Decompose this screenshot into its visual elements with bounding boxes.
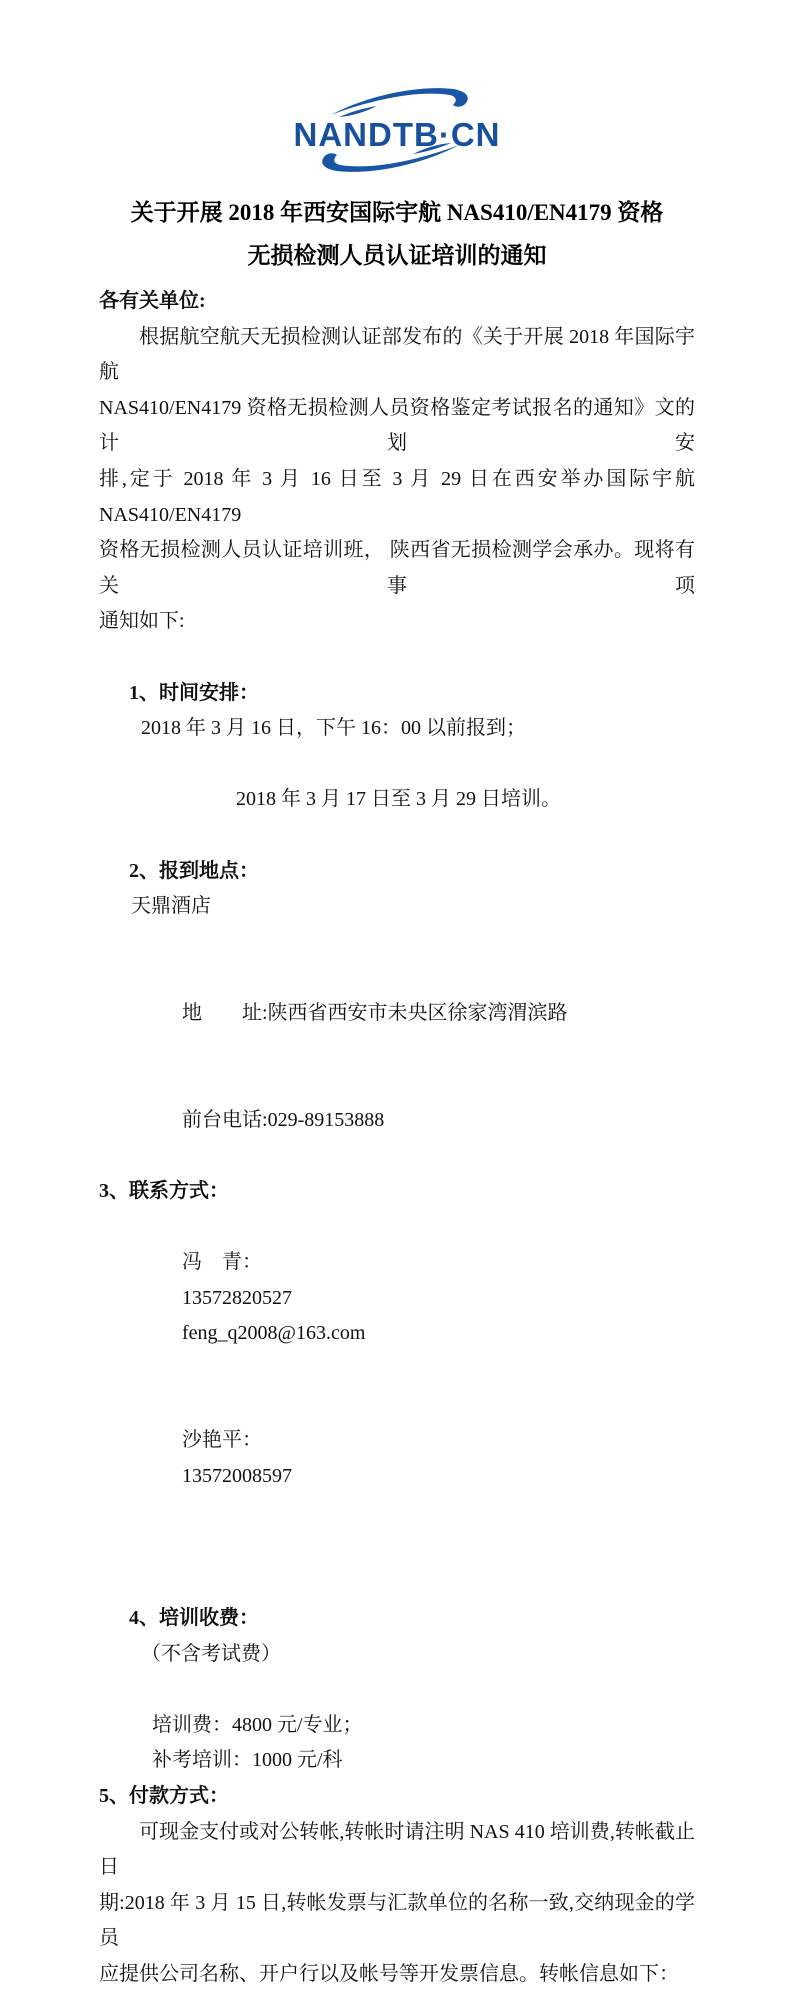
item1-label: 1、时间安排： [129, 681, 259, 704]
item1-text2: 2018 年 3 月 17 日至 3 月 29 日培训。 [236, 788, 561, 811]
item5-line: 期:2018 年 3 月 15 日,转帐发票与汇款单位的名称一致,交纳现金的学员 [99, 1891, 695, 1950]
item4-fee2: 补考培训：1000 元/科 [152, 1749, 343, 1772]
contact-name: 冯 青： [182, 1251, 262, 1274]
document-body [99, 284, 700, 1993]
item4-row [99, 1565, 695, 1707]
item3-label: 3、联系方式： [99, 1179, 229, 1202]
item1-text1: 2018 年 3 月 16 日，下午 16：00 以前报到； [141, 717, 526, 740]
intro-line: 根据航空航天无损检测认证部发布的《关于开展 2018 年国际宇航 [99, 325, 695, 384]
logo-swoosh-top-icon [331, 88, 468, 115]
page-title-line1: 关于开展 2018 年西安国际宇航 NAS410/EN4179 资格 [130, 200, 664, 225]
address-label: 地 址: [182, 1001, 268, 1024]
item2-row [99, 818, 695, 960]
item1-row [99, 640, 695, 782]
contact-row [99, 1209, 695, 1387]
page-title-line2: 无损检测人员认证培训的通知 [247, 243, 547, 268]
intro-line: NAS410/EN4179 资格无损检测人员资格鉴定考试报名的通知》文的计划安 [99, 396, 695, 455]
contact-phone: 13572008597 [182, 1464, 292, 1487]
item2-label: 2、报到地点： [129, 859, 259, 882]
nandtb-logo [273, 82, 521, 178]
contact-phone: 13572820527 [182, 1286, 292, 1309]
front-desk-phone-label: 前台电话: [182, 1108, 268, 1131]
logo-text: NANDTB·CN [293, 116, 501, 153]
front-desk-phone-value: 029-89153888 [267, 1108, 385, 1131]
intro-line: 通知如下: [99, 610, 185, 633]
title-block [0, 191, 794, 277]
item5-line: 应提供公司名称、开户行以及帐号等开发票信息。转帐信息如下： [99, 1962, 679, 1985]
item5-line: 可现金支付或对公转帐,转帐时请注明 NAS 410 培训费,转帐截止日 [99, 1820, 695, 1879]
intro-line: 排,定于 2018 年 3 月 16 日至 3 月 29 日在西安举办国际宇航 NAS410/EN4179 [99, 467, 700, 526]
item4-label: 4、培训收费： [129, 1606, 259, 1629]
item5-label: 5、付款方式： [99, 1784, 229, 1807]
salutation: 各有关单位: [99, 290, 206, 312]
item2-phone-row [99, 1067, 695, 1174]
intro-line: 资格无损检测人员认证培训班， 陕西省无损检测学会承办。现将有关事项 [99, 539, 695, 597]
item2-value: 天鼎酒店 [131, 895, 211, 918]
item2-address-row [99, 960, 695, 1067]
item4-fee1: 培训费：4800 元/专业； [152, 1713, 363, 1736]
address-value: 陕西省西安市未央区徐家湾渭滨路 [267, 1001, 568, 1024]
item4-note: （不含考试费） [141, 1642, 281, 1665]
contact-email: feng_q2008@163.com [182, 1322, 366, 1345]
contact-row [99, 1387, 695, 1565]
contact-name: 沙艳平： [182, 1429, 262, 1451]
logo-container [0, 0, 794, 183]
